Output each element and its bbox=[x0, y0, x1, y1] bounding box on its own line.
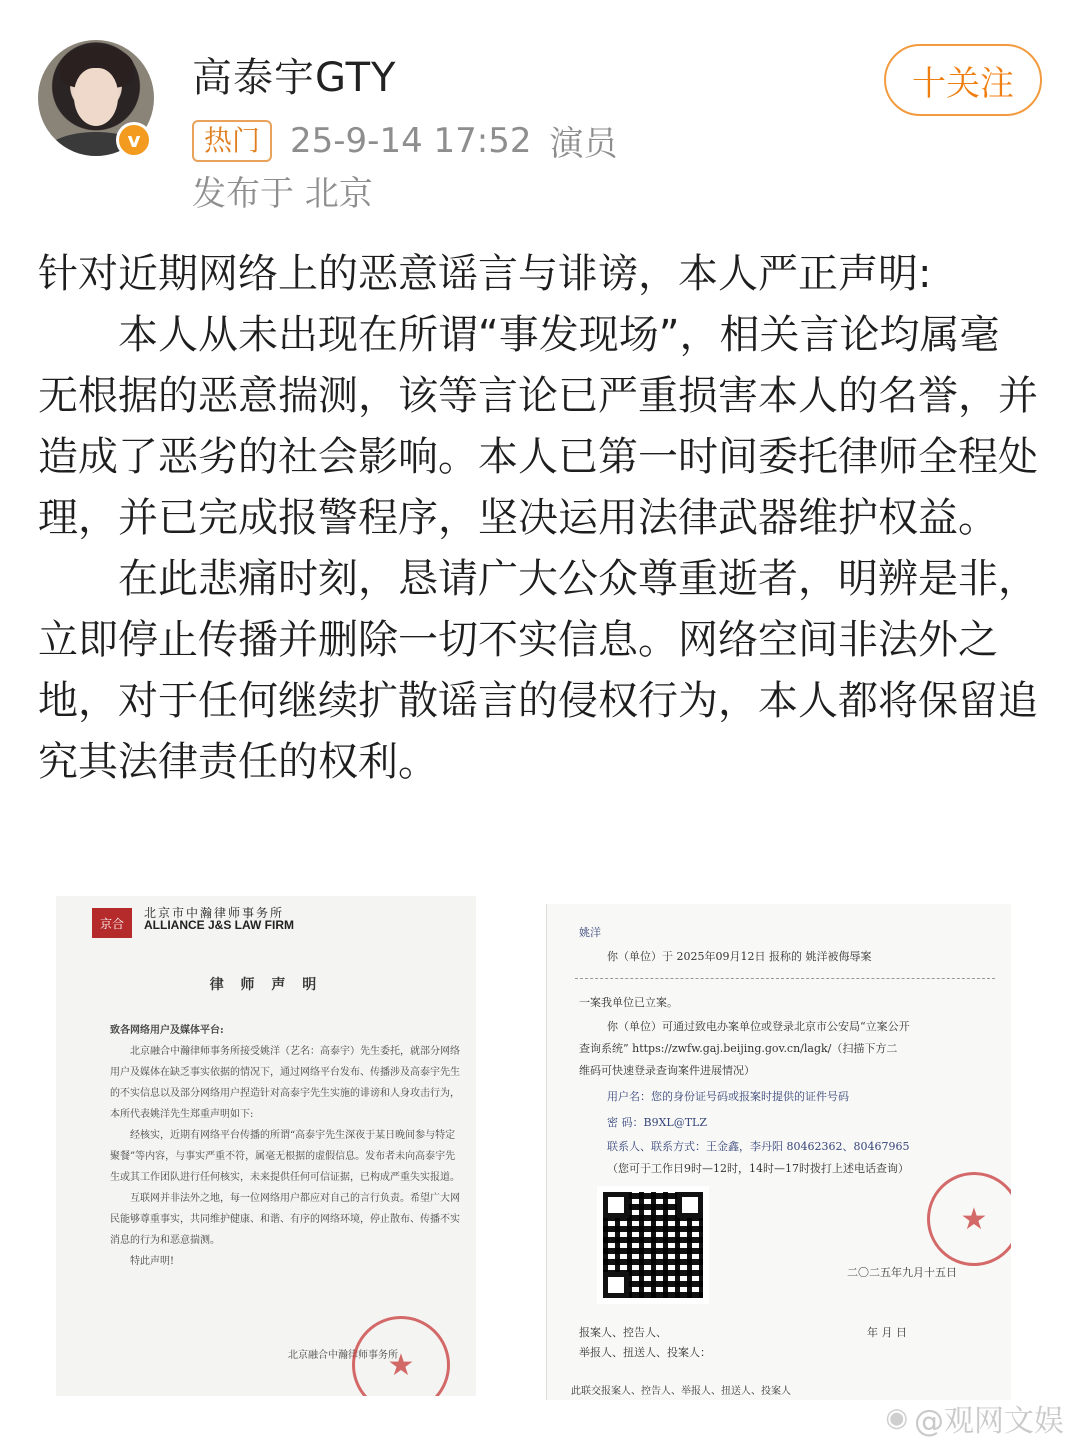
post-paragraph: 本人从未出现在所谓“事发现场”，相关言论均属毫无根据的恶意揣测，该等言论已严重损害本人的名誉，并造成了恶劣的社会影响。本人已第一时间委托律师全程处理，并已完成报警程序，坚决运用法律武器维护权益。 bbox=[38, 312, 1038, 541]
watermark bbox=[885, 1396, 1064, 1440]
post-paragraph: 在此悲痛时刻，恳请广大公众尊重逝者，明辨是非，立即停止传播并删除一切不实信息。网络空间非法外之地，对于任何继续扩散谣言的侵权行为，本人都将保留追究其法律责任的权利。 bbox=[38, 556, 1038, 785]
post-paragraph: 针对近期网络上的恶意谣言与诽谤，本人严正声明: bbox=[38, 251, 932, 297]
qr-finder bbox=[603, 1272, 629, 1298]
receipt-date-stamp: 二〇二五年九月十五日 bbox=[847, 1266, 957, 1279]
receipt-line: 查询系统” https://zwfw.gaj.beijing.gov.cn/lagk/（扫描下方二 bbox=[579, 1042, 898, 1055]
receipt-username: 用户名：您的身份证号码或报案时提供的证件号码 bbox=[607, 1090, 849, 1103]
receipt-password: 密 码：B9XL@TLZ bbox=[607, 1116, 707, 1129]
law-firm-seal-icon: ★ bbox=[352, 1316, 450, 1396]
receipt-divider bbox=[575, 978, 995, 979]
post-location: 发布于 北京 bbox=[192, 174, 373, 214]
hot-tag[interactable]: 热门 bbox=[192, 120, 272, 162]
receipt-footer: 此联交报案人、控告人、举报人、扭送人、投案人 bbox=[571, 1386, 791, 1397]
receipt-line: 你（单位）于 2025年09月12日 报称的 姚洋被侮辱案 bbox=[607, 950, 872, 963]
receipt-name: 姚洋 bbox=[579, 926, 601, 939]
avatar-face bbox=[74, 68, 118, 126]
lawyer-doc-title: 律 师 声 明 bbox=[209, 977, 323, 993]
receipt-line: 举报人、扭送人、投案人： bbox=[579, 1346, 711, 1359]
qr-code-icon[interactable] bbox=[597, 1186, 709, 1304]
law-firm-name-en: ALLIANCE J&S LAW FIRM bbox=[144, 918, 294, 932]
post-time: 25-9-14 17:52 bbox=[290, 120, 532, 161]
lawyer-doc-paragraph: 特此声明! bbox=[130, 1256, 175, 1267]
lawyer-doc-paragraph: 经核实，近期有网络平台传播的所谓“高泰宇先生深夜于某日晚间参与特定聚餐”等内容，与事实严重不符，属毫无根据的虚假信息。发布者未向高泰宇先生或其工作团队进行任何核实，未来提供任何可信证据，已构成严重失实报道。 bbox=[110, 1130, 460, 1183]
post-meta bbox=[192, 116, 618, 165]
lawyer-statement-image[interactable] bbox=[56, 896, 476, 1396]
qr-finder bbox=[603, 1192, 629, 1218]
receipt-date-blank: 年 月 日 bbox=[867, 1326, 907, 1339]
username[interactable]: 高泰宇GTY bbox=[192, 55, 397, 101]
law-firm-logo: 京合 bbox=[92, 908, 132, 938]
receipt-line: 维码可快速登录查询案件进展情况） bbox=[579, 1064, 755, 1077]
receipt-hours: （您可于工作日9时—12时，14时—17时拨打上述电话查询） bbox=[607, 1162, 909, 1175]
user-role: 演员 bbox=[549, 124, 618, 164]
verified-badge-icon: v bbox=[116, 122, 152, 158]
receipt-line: 你（单位）可通过致电办案单位或登录北京市公安局“立案公开 bbox=[607, 1020, 910, 1033]
law-firm-name-cn: 北京市中瀚律师事务所 bbox=[144, 906, 285, 920]
receipt-contact: 联系人、联系方式：王金鑫，李丹阳 80462362、80467965 bbox=[607, 1140, 910, 1153]
lawyer-doc-paragraph: 互联网并非法外之地，每一位网络用户都应对自己的言行负责。希望广大网民能够尊重事实，共同维护健康、和谐、有序的网络环境，停止散布、传播不实消息的行为和恶意揣测。 bbox=[110, 1193, 460, 1246]
weibo-icon: ◉ bbox=[885, 1403, 908, 1433]
police-receipt-image[interactable] bbox=[546, 904, 1011, 1400]
lawyer-doc-addressee: 致各网络用户及媒体平台: bbox=[110, 1025, 224, 1036]
lawyer-doc-body bbox=[110, 1020, 464, 1272]
follow-button[interactable]: 十关注 bbox=[884, 44, 1042, 116]
lawyer-doc-paragraph: 北京融合中瀚律师事务所接受姚洋（艺名：高泰宇）先生委托，就部分网络用户及媒体在缺乏事实依据的情况下，通过网络平台发布、传播涉及高泰宇先生的不实信息以及部分网络用户捏造针对高泰宇先生实施的诽谤和人身攻击行为，本所代表姚洋先生郑重声明如下: bbox=[110, 1046, 460, 1120]
receipt-line: 报案人、控告人、 bbox=[579, 1326, 667, 1339]
lawyer-doc-signature: 北京融合中瀚律师事务所 bbox=[288, 1350, 398, 1361]
qr-finder bbox=[677, 1192, 703, 1218]
police-seal-icon: ★ bbox=[927, 1172, 1011, 1266]
watermark-text: @观网文娱 bbox=[914, 1404, 1064, 1439]
post-body bbox=[38, 244, 1038, 793]
receipt-line: 一案我单位已立案。 bbox=[579, 996, 678, 1009]
